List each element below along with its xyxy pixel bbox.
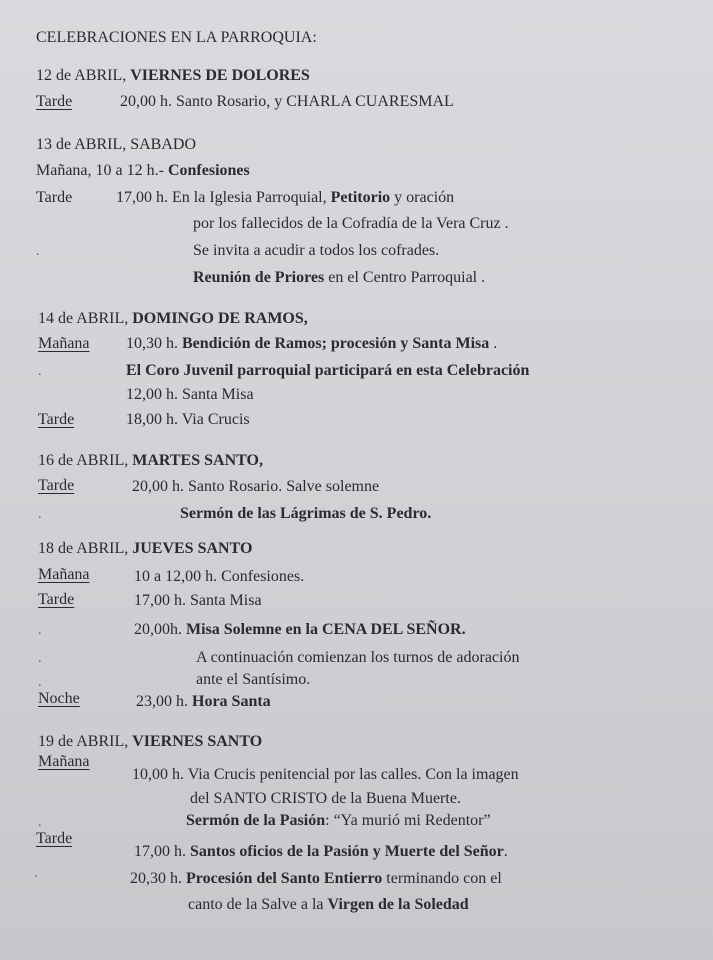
day-heading-12 [36, 66, 310, 86]
event-text: en el Centro Parroquial . [324, 269, 486, 286]
day-date: 16 de ABRIL, [38, 452, 133, 469]
event-line [188, 895, 469, 915]
day-name: DOMINGO DE RAMOS, [132, 310, 308, 327]
day-name: MARTES SANTO, [132, 452, 263, 469]
event-bold: Confesiones [167, 162, 250, 179]
time-label-tarde: Tarde [38, 591, 75, 608]
event-line [186, 811, 491, 831]
event-time: 23,00 h. [136, 693, 192, 710]
event-text: A continuación comienzan los turnos de adoración [196, 649, 520, 666]
bullet-dot: . [34, 866, 38, 881]
event-text: 10,00 h. Via Crucis penitencial por las calles. Con la imagen [132, 766, 519, 783]
bullet-dot: . [36, 244, 40, 259]
event-text: del SANTO CRISTO de la Buena Muerte. [190, 790, 461, 807]
day-date: 18 de ABRIL, [38, 540, 133, 557]
event-bold: Santos oficios de la Pasión y Muerte del Señor [190, 843, 504, 860]
event-time: 17,00 h. [134, 843, 190, 860]
event-line [126, 334, 497, 354]
event-time: 10,30 h. [126, 335, 182, 352]
day-heading-19 [38, 732, 262, 752]
day-heading-18 [38, 539, 252, 559]
event-bold: Hora Santa [192, 693, 271, 710]
day-heading-13: 13 de ABRIL, SABADO [36, 136, 197, 153]
event-line [36, 161, 250, 181]
event-text: : “Ya murió mi Redentor” [325, 812, 491, 829]
event-text: canto de la Salve a la [188, 896, 328, 913]
event-text: 12,00 h. Santa Misa [126, 386, 254, 403]
time-label-tarde: Tarde [38, 477, 75, 494]
event-text: 20,00 h. Santo Rosario, y CHARLA CUARESMAL [120, 93, 454, 110]
event-bold: Sermón de las Lágrimas de S. Pedro. [180, 505, 432, 522]
event-text: 17,00 h. Santa Misa [134, 592, 262, 609]
time-label-tarde: Tarde [36, 189, 73, 206]
bullet-dot: . [38, 364, 42, 379]
event-line [136, 692, 271, 712]
day-name: VIERNES SANTO [132, 733, 263, 750]
day-heading-14 [38, 309, 308, 329]
event-time: 20,30 h. [130, 870, 186, 887]
event-text: 17,00 h. En la Iglesia Parroquial, [116, 189, 331, 206]
event-text: . [503, 843, 508, 860]
document-title: CELEBRACIONES EN LA PARROQUIA: [36, 29, 317, 46]
event-text: 20,00 h. Santo Rosario. Salve solemne [132, 478, 380, 495]
event-line [130, 869, 502, 889]
day-name: JUEVES SANTO [132, 540, 253, 557]
time-label-manana: Mañana [38, 566, 90, 583]
event-text: y oración [390, 189, 455, 206]
bullet-dot: . [38, 675, 42, 690]
event-text: 10 a 12,00 h. Confesiones. [134, 568, 305, 585]
event-bold: Virgen de la Soledad [327, 896, 469, 913]
event-line [193, 268, 485, 288]
bullet-dot: . [38, 815, 42, 830]
time-label-tarde: Tarde [36, 830, 73, 847]
event-bold: Misa Solemne en la CENA DEL SEÑOR. [186, 621, 466, 638]
time-label-tarde: Tarde [38, 411, 75, 428]
event-bold: Petitorio [330, 189, 391, 206]
day-heading-16 [38, 451, 263, 471]
event-bold: Procesión del Santo Entierro [186, 870, 383, 887]
event-text: terminando con el [382, 870, 502, 887]
bullet-dot: . [38, 623, 42, 638]
event-line [134, 620, 466, 640]
event-bold: El Coro Juvenil parroquial participará en esta Celebración [126, 362, 530, 379]
day-date: 12 de ABRIL, [36, 67, 131, 84]
event-text: Se invita a acudir a todos los cofrades. [193, 242, 440, 259]
time-label-manana: Mañana [38, 753, 90, 770]
time-label-manana: Mañana [38, 335, 90, 352]
event-line [116, 188, 454, 208]
time-label-noche: Noche [38, 690, 80, 707]
time-label-tarde: Tarde [36, 93, 73, 110]
bullet-dot: . [38, 651, 42, 666]
event-text: 18,00 h. Via Crucis [126, 411, 250, 428]
event-text: por los fallecidos de la Cofradía de la Vera Cruz . [193, 215, 509, 232]
time-label-manana: Mañana, 10 a 12 h.- [36, 162, 168, 179]
event-line [134, 842, 508, 862]
event-bold: Reunión de Priores [193, 269, 325, 286]
day-name: VIERNES DE DOLORES [130, 67, 310, 84]
event-bold: Sermón de la Pasión [186, 812, 326, 829]
day-date: 19 de ABRIL, [38, 733, 133, 750]
day-date: 14 de ABRIL, [38, 310, 133, 327]
event-text: ante el Santísimo. [196, 671, 311, 688]
event-time: 20,00h. [134, 621, 186, 638]
event-bold: Bendición de Ramos; procesión y Santa Misa [182, 335, 490, 352]
bullet-dot: . [38, 507, 42, 522]
event-text: . [489, 335, 498, 352]
